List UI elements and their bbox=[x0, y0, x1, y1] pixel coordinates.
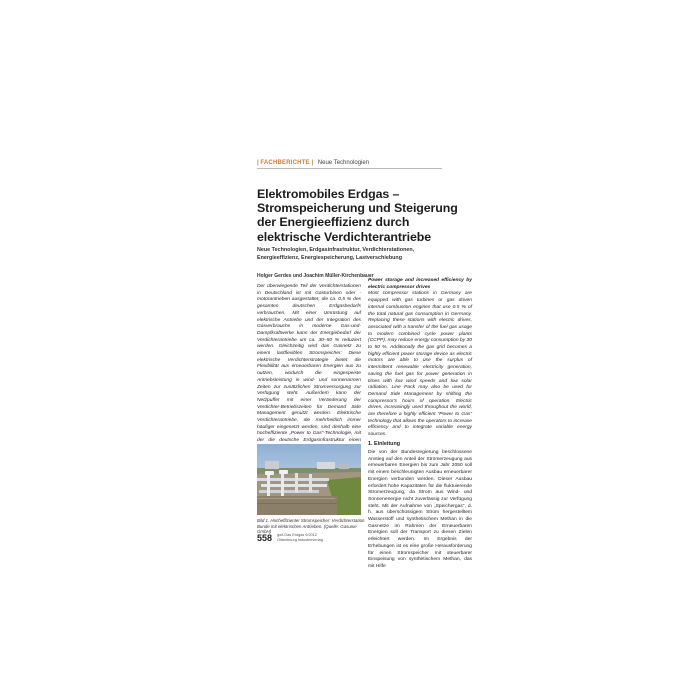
subsection-label: Neue Technologien bbox=[317, 160, 370, 166]
abstract-english bbox=[368, 278, 472, 439]
journal-line-1: gwf-Gas Erdgas 9/2012 bbox=[277, 533, 317, 537]
header-bar: | bbox=[257, 160, 259, 166]
figure-caption: Bild 1. Hocheffizienter Stromspeicher: Verdichterstation Bunde mit elektrischen Antrieben. (Quelle: Gasunie GmbH) bbox=[257, 518, 365, 535]
journal-line-2: Oldenbourg Industrieverlag bbox=[277, 537, 323, 542]
article-title: Elektromobiles Erdgas – Stromspeicherung und Steigerung der Energieeffizienz durch elektrische Verdichterantriebe bbox=[257, 187, 458, 244]
introduction-text: Die von der Bundesregierung beschlossene Anstieg auf den Anteil der Stromerzeugung aus erneuerbaren Energien bis zum Jahr 2050 soll mit einem beschleunigten Ausbau erneuerbarer Energien verbunden werden. Dieser Ausbau erfordert hohe Kapazitäten für die fluktuierende Stromerzeugung, da Strom aus Wind- und Sonnenenergie nicht zuverlässig zur Verfügung steht. Mit der Aufnahme von „Speichergas“, d. h. aus überschüssigem Strom hergestelltem Wasserstoff und synthetischem Methan in die Gasnetze im Rahmen der Erneuerbaren Energien soll der Transport zu diesen Zielen erleichtert werden. Im Ergebnis der Erhebungen ist es eine große Herausforderung für einen Stromspeicher mit steuerbarer Einspeisung von synthetischem Methan, das mit Hilfe bbox=[368, 450, 472, 569]
photo-illustration bbox=[257, 444, 361, 515]
keywords: Neue Technologien, Erdgasinfrastruktur, Verdichterstationen, Energieeffizienz, Energiespeicherung, Lastverschiebung bbox=[257, 247, 415, 262]
section-heading: 1. Einleitung bbox=[368, 441, 401, 447]
header-divider bbox=[257, 168, 442, 169]
authors: Holger Gerdes und Joachim Müller-Kirchenbauer bbox=[257, 273, 374, 279]
compressor-station-photo bbox=[257, 444, 361, 515]
header-bar-separator: | bbox=[311, 160, 314, 166]
journal-info bbox=[277, 533, 323, 542]
abstract-english-text: Most compressor stations in Germany are equipped with gas turbines or gas driven internal combustion engines that use 0.5 % of the total natural gas consumption in Germany. Replacing these stations with electric drives, associated with a transfer of the fuel gas usage to modern combined cycle power plants (CCPP), may reduce energy consumption by 30 to 50 %. Additionally the gas grid becomes a highly efficient power storage device as electric motors are able to use the surplus of intermittent renewable electricity generation, saving the fuel gas for power generation in times with low wind speeds and low solar radiation. Line Pack may also be used for Demand Side Management by shifting the compressor's hours of operation. Electric drives, increasingly used throughout the world, are therefore a highly efficient “Power to Gas” technology that allows the operators to increase efficiency and to integrate variable energy sources. bbox=[368, 291, 472, 438]
section-header bbox=[257, 160, 369, 166]
section-label: FACHBERICHTE bbox=[260, 160, 310, 166]
abstract-german: Der überwiegende Teil der Verdichterstationen in Deutschland ist mit Gasturbinen oder -motorantrieben ausgestattet, die ca. 0,5 % des gesamten deutschen Erdgasbedarfs verbrauchen. Mit einer Umrüstung auf elektrische Antriebe und der Integration des Gasverbrauchs in moderne Gas-und-Dampfkraftwerke kann der Energiebedarf der Verdichterantriebe um ca. 30–50 % reduziert werden. Gleichzeitig wird das Gasnetz zu einem lastflexiblen Stromspeicher: Diese elektrische Verdichterstrategie bietet die Flexibilität aus erneuerbaren Energien aus zu nutzen, wodurch die eingespeiste Antriebsleistung in wind- und sonnenarmen Zeiten zur zusätzlichen Stromversorgung zur Verfügung steht. Außerdem kann der Netzpuffer mit einer Veränderung der Verdichter-Betriebszeiten für Demand Side Management genutzt werden. Elektrische Verdichterantriebe, die mehrheitlich immer häufiger eingesetzt werden, sind deshalb eine hocheffiziente „Power to Gas“-Technologie, mit der die deutsche Erdgasinfrastruktur einen bbox=[257, 284, 361, 444]
abstract-english-title: Power storage and increased efficiency by electric compressor drives bbox=[368, 278, 472, 290]
page-number: 558 bbox=[257, 533, 273, 543]
